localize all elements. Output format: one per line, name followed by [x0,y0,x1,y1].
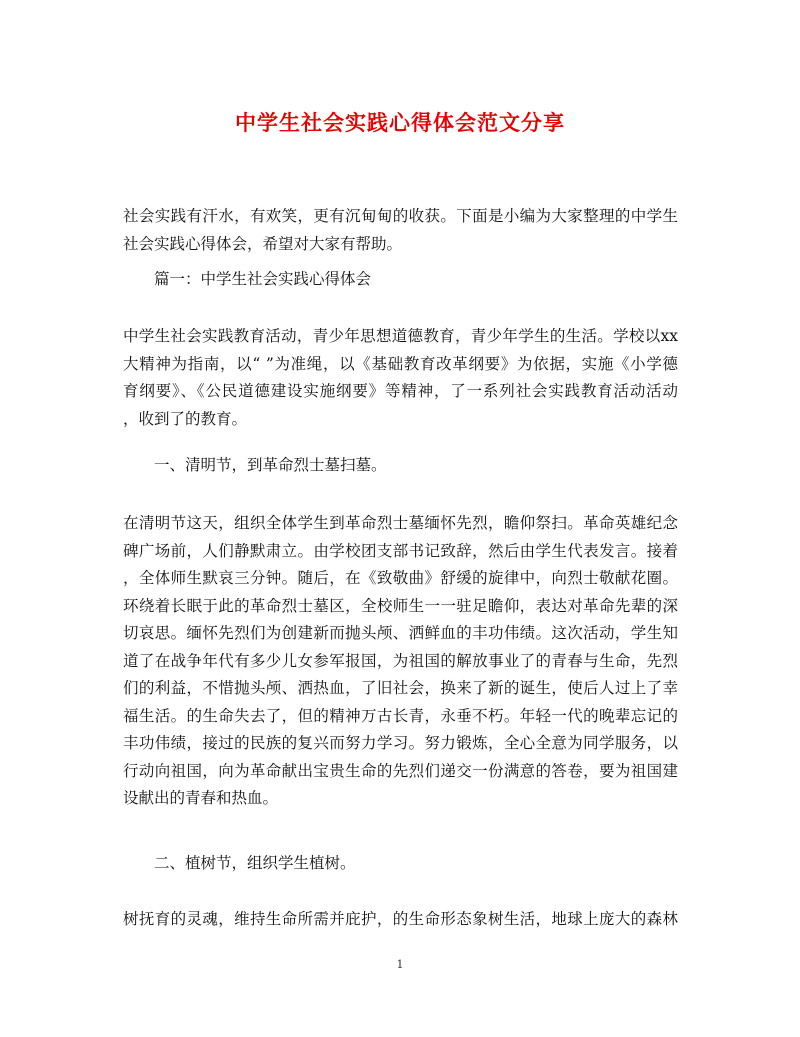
text-line: 丰功伟绩，接过的民族的复兴而努力学习。努力锻炼，全心全意为同学服务，以 [123,734,678,752]
text-line: 碑广场前，人们静默肃立。由学校团支部书记致辞，然后由学生代表发言。接着 [123,541,678,560]
section-heading: 一、清明节，到革命烈士墓扫墓。 [154,456,387,474]
page-number: 1 [396,958,404,971]
text-line: 社会实践有汗水，有欢笑，更有沉甸甸的收获。下面是小编为大家整理的中学生 [123,207,678,225]
intro-paragraph [123,203,678,258]
text-line: ，全体师生默哀三分钟。随后，在《致敬曲》舒缓的旋律中，向烈士敬献花圈。 [123,569,678,587]
text-line: 道了在战争年代有多少儿女参军报国，为祖国的解放事业了的青春与生命，先烈 [123,651,678,670]
text-line: 在清明节这天，组织全体学生到革命烈士墓缅怀先烈，瞻仰祭扫。革命英雄纪念 [123,514,678,532]
text-line: 中学生社会实践教育活动，青少年思想道德教育，青少年学生的生活。学校以xx [123,327,678,345]
text-line: 福生活。的生命失去了，但的精神万古长青，永垂不朽。年轻一代的晚辈忘记的 [123,706,678,725]
text-line: 树抚育的灵魂，维持生命所需并庇护，的生命形态象树生活，地球上庞大的森林 [123,910,678,928]
paragraph [123,323,678,433]
text-line: 们的利益，不惜抛头颅、洒热血，了旧社会，换来了新的诞生，使后人过上了幸 [123,679,678,697]
text-line: 社会实践心得体会，希望对大家有帮助。 [123,234,403,253]
section-heading: 二、植树节，组织学生植树。 [154,854,356,872]
text-line: 环绕着长眠于此的革命烈士墓区，全校师生一一驻足瞻仰，表达对革命先辈的深 [123,596,678,615]
document-title: 中学生社会实践心得体会范文分享 [235,110,565,135]
text-line: 设献出的青春和热血。 [123,789,279,807]
paragraph [123,510,678,813]
text-line: 大精神为指南，以“ ”为准绳，以《基础教育改革纲要》为依据，实施《小学德 [123,354,678,373]
text-line: 育纲要》、《公民道德建设实施纲要》等精神，了一系列社会实践教育活动活动 [123,382,678,400]
section-heading: 篇一：中学生社会实践心得体会 [154,270,372,288]
text-line: 切哀思。缅怀先烈们为创建新而抛头颅、洒鲜血的丰功伟绩。这次活动，学生知 [123,624,678,642]
text-line: 行动向祖国，向为革命献出宝贵生命的先烈们递交一份满意的答卷，要为祖国建 [123,761,678,780]
text-line: ，收到了的教育。 [123,409,248,428]
paragraph [123,906,678,934]
